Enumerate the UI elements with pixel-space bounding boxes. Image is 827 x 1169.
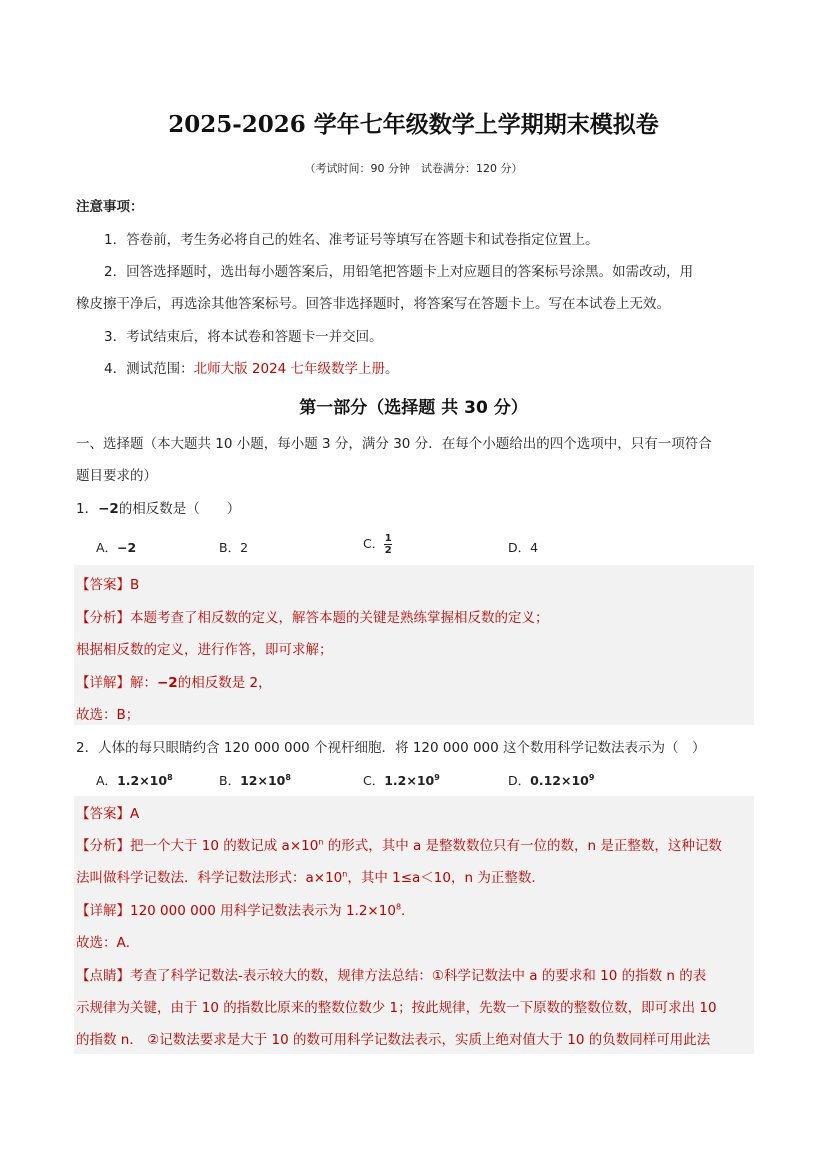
q2-option-b <box>219 771 291 789</box>
q1-value: −2 <box>98 501 119 517</box>
exponent: n <box>318 837 324 847</box>
option-value: 1.2×10 <box>384 773 435 788</box>
exam-subtitle: （考试时间：90 分钟 试卷满分：120 分） <box>304 162 523 175</box>
question-1-stem <box>76 497 240 517</box>
option-label: C． <box>363 536 385 551</box>
q1-option-b <box>219 538 248 556</box>
option-value: 1.2×10 <box>117 773 168 788</box>
option-label: B． <box>219 773 241 788</box>
q2-option-c <box>363 771 440 789</box>
scope-suffix: 。 <box>385 361 399 377</box>
q2-point <box>76 964 706 984</box>
q1-option-a <box>96 538 136 556</box>
detail-value: −2 <box>157 675 178 691</box>
notice-item-scope <box>104 357 399 377</box>
fraction <box>384 533 392 556</box>
q1-answer: 【答案】B <box>76 577 140 593</box>
option-label: B． <box>219 540 241 555</box>
q2-option-d <box>508 771 594 789</box>
part-intro: 一、选择题（本大题共 10 小题，每小题 3 分，满分 30 分．在每个小题给出的四个选项中，只有一项符合 <box>76 436 712 452</box>
q2-analysis <box>76 834 722 854</box>
option-label: A． <box>96 773 118 788</box>
q2-analysis-continued <box>76 866 545 886</box>
point-tag: 【点睛】 <box>76 968 130 984</box>
option-value: −2 <box>117 540 137 555</box>
analysis-text: 把一个大于 10 的数记成 a×10 <box>130 838 319 854</box>
notice-item-continued: 橡皮擦干净后，再选涂其他答案标号。回答非选择题时，将答案写在答题卡上。写在本试卷上无效。 <box>76 296 670 312</box>
detail-tag: 【详解】 <box>76 675 130 691</box>
option-exponent: 8 <box>285 772 291 782</box>
option-exponent: 9 <box>434 772 440 782</box>
detail-tag: 【详解】 <box>76 903 130 919</box>
notice-heading: 注意事项： <box>76 199 144 215</box>
option-label: D． <box>508 540 531 555</box>
q1-text: 的相反数是（ ） <box>118 501 241 517</box>
analysis-tag: 【分析】 <box>76 838 130 854</box>
option-exponent: 8 <box>167 772 173 782</box>
denominator: 2 <box>384 545 392 556</box>
q1-analysis-continued: 根据相反数的定义，进行作答，即可求解； <box>76 642 333 658</box>
detail-text: 的相反数是 2， <box>177 675 272 691</box>
q1-analysis <box>76 606 549 626</box>
option-value: 4 <box>530 540 539 555</box>
exponent: 8 <box>395 902 402 912</box>
option-label: C． <box>363 773 385 788</box>
detail-text: 120 000 000 用科学记数法表示为 1.2×10 <box>130 903 396 919</box>
analysis-text: 的形式，其中 a 是整数数位只有一位的数，n 是正整数，这种记数 <box>323 838 722 854</box>
scope-value: 北师大版 2024 七年级数学上册 <box>193 361 386 377</box>
q1-option-d <box>508 538 538 556</box>
option-value: 12×10 <box>240 773 286 788</box>
detail-text: ． <box>401 903 415 919</box>
detail-text: 解： <box>130 675 157 691</box>
analysis-text: 法叫做科学记数法．科学记数法形式：a×10 <box>76 870 343 886</box>
q1-option-c <box>363 533 392 556</box>
q2-point-continued: 示规律为关键，由于 10 的指数比原来的整数位数少 1；按此规律，先数一下原数的整数位数，即可求出 10 <box>76 1000 717 1016</box>
q2-detail <box>76 899 415 919</box>
numerator: 1 <box>384 533 392 544</box>
option-value: 2 <box>240 540 249 555</box>
part-intro-continued: 题目要求的） <box>76 468 157 484</box>
q1-detail <box>76 671 272 691</box>
analysis-tag: 【分析】 <box>76 610 130 626</box>
scope-prefix: 4．测试范围： <box>104 361 194 377</box>
option-value: 0.12×10 <box>530 773 589 788</box>
q2-choose: 故选：A． <box>76 935 140 951</box>
exponent: n <box>342 869 348 879</box>
q1-choose: 故选：B； <box>76 707 140 723</box>
question-2-stem: 2．人体的每只眼睛约含 120 000 000 个视杆细胞．将 120 000 000 这个数用科学记数法表示为（ ） <box>76 740 706 756</box>
option-label: A． <box>96 540 118 555</box>
section-title: 第一部分（选择题 共 30 分） <box>299 398 528 418</box>
analysis-text: ，其中 1≤a＜10，n 为正整数． <box>347 870 545 886</box>
point-text: 考查了科学记数法-表示较大的数，规律方法总结：①科学记数法中 a 的要求和 10 的指数 n 的表 <box>130 968 707 984</box>
notice-item: 3．考试结束后，将本试卷和答题卡一并交回。 <box>104 329 383 345</box>
option-label: D． <box>508 773 531 788</box>
q2-point-continued: 的指数 n． ②记数法要求是大于 10 的数可用科学记数法表示，实质上绝对值大于 10 的负数同样可用此法 <box>76 1032 711 1048</box>
notice-item: 1．答卷前，考生务必将自己的姓名、准考证号等填写在答题卡和试卷指定位置上。 <box>104 232 599 248</box>
q1-number: 1． <box>76 501 99 517</box>
q2-answer: 【答案】A <box>76 806 140 822</box>
option-exponent: 9 <box>588 772 595 782</box>
notice-item: 2．回答选择题时，选出每小题答案后，用铅笔把答题卡上对应题目的答案标号涂黑。如需改动，用 <box>104 264 694 280</box>
q2-option-a <box>96 771 173 789</box>
page-title: 2025-2026 学年七年级数学上学期期末模拟卷 <box>168 111 659 138</box>
analysis-text: 本题考查了相反数的定义，解答本题的关键是熟练掌握相反数的定义； <box>130 610 549 626</box>
